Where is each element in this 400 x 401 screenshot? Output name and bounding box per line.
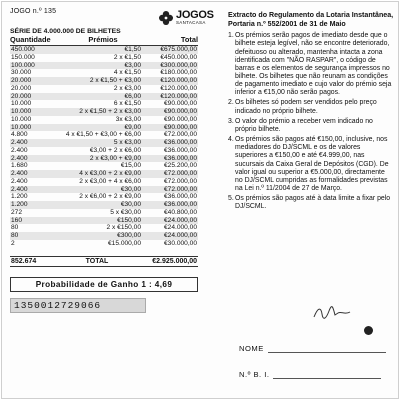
quantity-cell: 30.000 (11, 69, 32, 77)
total-cell: €450.000,00 (160, 53, 197, 61)
quantity-cell: 20.000 (11, 84, 32, 92)
rule-text: Os prémios são pagos até €150,00, inclusive, nos mediadores do DJ/SCML e os de valores superiores a €150,00 e até €4.999,00, nas sucursais da Caixa Geral de Depósitos (CGD). De valor igual ou superior a €5.000,00, directamente no DJ/SCML cumpridas as formalidades previstas na Lei n.º 11/2004 de 27 de Março. (235, 136, 389, 192)
prize-cell: 5 x €30,00 (110, 208, 141, 216)
clover-logo-icon (158, 10, 174, 26)
prize-cell: 2 x €1,50 + 2 x €3,00 (64, 108, 144, 116)
prize-cell: 2 x €3,00 + €9,00 (64, 155, 144, 163)
regulation-title: Extracto do Regulamento da Lotaria Instantânea, Portaria n.º 552/2001 de 31 de Maio (228, 11, 394, 28)
quantity-cell: 1.200 (11, 193, 28, 201)
rule-item (228, 99, 394, 115)
jogos-santacasa-logo (158, 10, 214, 26)
totals-row (10, 256, 198, 267)
rule-item (228, 118, 394, 134)
table-row (10, 162, 198, 170)
table-row (10, 232, 198, 240)
prize-cell: €30,00 (64, 186, 144, 194)
total-cell: €90.000,00 (144, 124, 198, 132)
table-row (10, 201, 198, 209)
prize-cell: 3x €3,00 (115, 115, 141, 123)
quantity-cell: 2.400 (11, 177, 28, 185)
table-row (10, 69, 198, 77)
rule-item (228, 195, 394, 211)
total-cell: €90.000,00 (163, 115, 197, 123)
table-row (10, 193, 198, 201)
total-cell: €40.800,00 (163, 208, 197, 216)
total-cell: €36.000,00 (144, 201, 198, 209)
logo-main-text: JOGOS (176, 9, 214, 22)
prize-table (10, 46, 198, 248)
prize-cell: 2 x €3,00 (113, 84, 141, 92)
rule-number: 1. (228, 32, 234, 40)
quantity-cell: 20.000 (10, 77, 64, 85)
table-row (10, 62, 198, 70)
table-row (10, 209, 198, 217)
total-cell: €120.000,00 (144, 93, 198, 101)
total-cell: €24.000,00 (163, 224, 197, 232)
prize-cell: 6 x €1,50 (113, 100, 141, 108)
quantity-cell: 1.680 (11, 162, 28, 170)
quantity-cell: 100.000 (10, 62, 64, 70)
name-label: NOME (239, 344, 264, 353)
table-row (10, 54, 198, 62)
prize-cell: 5 x €3,00 (64, 139, 144, 147)
quantity-cell: 2 (11, 239, 15, 247)
prize-cell: 2 x €1,50 + €3,00 (64, 77, 144, 85)
prize-cell: 2 x €1,50 (113, 53, 141, 61)
prize-cell: €300,00 (64, 232, 144, 240)
prize-cell: 2 x €6,00 + 2 x €9,00 (79, 193, 141, 201)
table-row (10, 77, 198, 85)
rule-item (228, 136, 394, 193)
quantity-cell: 2.400 (11, 146, 28, 154)
quantity-cell: 10.000 (11, 100, 32, 108)
table-header (10, 35, 198, 46)
table-row (10, 224, 198, 232)
prize-cell: 4 x €1,50 (113, 69, 141, 77)
quantity-cell: 450.000 (10, 46, 64, 54)
total-quantity: 852.674 (11, 257, 37, 265)
prize-cell: €6,00 (64, 93, 144, 101)
prize-cell: €9,00 (64, 124, 144, 132)
header-total: Total (180, 35, 198, 44)
quantity-cell: 20.000 (10, 93, 64, 101)
rule-item (228, 32, 394, 97)
table-row (10, 155, 198, 163)
prize-cell: €3,00 (64, 62, 144, 70)
total-cell: €675.000,00 (144, 46, 198, 54)
lottery-ticket (1, 1, 399, 399)
total-cell: €90.000,00 (163, 100, 197, 108)
quantity-cell: 10.000 (10, 108, 64, 116)
total-cell: €90.000,00 (144, 108, 198, 116)
quantity-cell: 4.800 (11, 131, 28, 139)
rule-number: 4. (228, 136, 234, 144)
regulation-column (228, 11, 394, 213)
quantity-cell: 2.400 (10, 186, 64, 194)
bi-label: N.º B. I. (239, 370, 270, 379)
quantity-cell: 2.400 (10, 155, 64, 163)
table-row (10, 170, 198, 178)
quantity-cell: 150.000 (11, 53, 35, 61)
rule-text: Os prémios são pagos até à data limite a fixar pelo DJ/SCML. (235, 195, 391, 211)
prize-cell: €15,00 (120, 162, 141, 170)
win-probability: Probabilidade de Ganho 1 : 4,69 (10, 277, 198, 292)
prize-cell: €1,50 (64, 46, 144, 54)
table-row (10, 124, 198, 132)
prize-cell: €3,00 + 2 x €6,00 (89, 146, 141, 154)
prize-cell: €30,00 (64, 201, 144, 209)
total-cell: €72.000,00 (144, 170, 198, 178)
total-cell: €120.000,00 (144, 77, 198, 85)
quantity-cell: 272 (11, 208, 23, 216)
table-row (10, 139, 198, 147)
quantity-cell: 2.400 (10, 139, 64, 147)
total-cell: €24.000,00 (144, 232, 198, 240)
rule-number: 3. (228, 117, 234, 125)
bi-line[interactable] (273, 370, 381, 379)
quantity-cell: 10.000 (11, 115, 32, 123)
prize-cell: €15.000,00 (107, 239, 141, 247)
rule-text: O valor do prémio a receber vem indicado no próprio bilhete. (235, 117, 373, 133)
total-cell: €72.000,00 (163, 131, 197, 139)
table-row (10, 178, 198, 186)
table-row (10, 116, 198, 124)
quantity-cell: 160 (10, 217, 64, 225)
quantity-cell: 80 (10, 232, 64, 240)
stamp-seal-icon (364, 326, 373, 335)
total-cell: €25.200,00 (163, 162, 197, 170)
total-cell: €300.000,00 (144, 62, 198, 70)
table-row (10, 217, 198, 225)
total-cell: €36.000,00 (163, 193, 197, 201)
prize-cell: 4 x €1,50 + €3,00 + €6,00 (65, 131, 141, 139)
quantity-cell: 1.200 (10, 201, 64, 209)
total-cell: €72.000,00 (144, 186, 198, 194)
name-field[interactable] (239, 344, 386, 353)
header-prizes: Prémios (88, 35, 118, 44)
quantity-cell: 2.400 (10, 170, 64, 178)
total-cell: €72.000,00 (163, 177, 197, 185)
prize-cell: 4 x €3,00 + 2 x €9,00 (64, 170, 144, 178)
logo-sub-text: SANTACASA (176, 20, 206, 26)
regulation-rules (228, 32, 394, 211)
total-cell: €36.000,00 (144, 155, 198, 163)
total-cell: €36.000,00 (144, 139, 198, 147)
total-amount: €2.925.000,00 (152, 257, 197, 265)
table-row (10, 85, 198, 93)
serial-number: 1350012729066 (10, 298, 146, 313)
series-label: SÉRIE DE 4.000.000 DE BILHETES (10, 28, 121, 35)
rule-number: 2. (228, 99, 234, 107)
prize-cell: €150,00 (64, 217, 144, 225)
total-cell: €36.000,00 (163, 146, 197, 154)
quantity-cell: 80 (11, 224, 19, 232)
table-row (10, 100, 198, 108)
table-row (10, 131, 198, 139)
rule-text: Os prémios serão pagos de imediato desde que o bilhete esteja legível, não se encontre deteriorado, defeituoso ou alterado, mantenha intacta a zona identificada com "NÃO RASPAR", o código de barras e os elementos de segurança impressos no bilhete. Os bilhetes que não reunam as condições de pagamento imediato e cujo valor do prémio seja inferior a €15,00 não serão pagos. (235, 32, 392, 97)
bi-field[interactable] (239, 370, 381, 379)
total-cell: €30.000,00 (163, 239, 197, 247)
prize-cell: 2 x €150,00 (106, 224, 141, 232)
game-number: JOGO n.º 135 (10, 8, 57, 15)
quantity-cell: 10.000 (10, 124, 64, 132)
total-cell: €180.000,00 (160, 69, 197, 77)
header-quantity: Quantidade (10, 35, 51, 44)
table-row (10, 147, 198, 155)
rule-number: 5. (228, 195, 234, 203)
table-row (10, 240, 198, 248)
total-label: TOTAL (85, 257, 109, 265)
table-row (10, 108, 198, 116)
total-cell: €24.000,00 (144, 217, 198, 225)
table-row (10, 186, 198, 194)
prize-table-body (10, 46, 198, 248)
rule-text: Os bilhetes só podem ser vendidos pelo preço indicado no próprio bilhete. (235, 99, 377, 115)
name-line[interactable] (268, 344, 386, 353)
signature-mark (312, 305, 352, 321)
prize-cell: 2 x €3,00 + 4 x €6,00 (79, 177, 141, 185)
table-row (10, 93, 198, 101)
prize-column (10, 8, 198, 313)
table-row (10, 46, 198, 54)
total-cell: €120.000,00 (160, 84, 197, 92)
